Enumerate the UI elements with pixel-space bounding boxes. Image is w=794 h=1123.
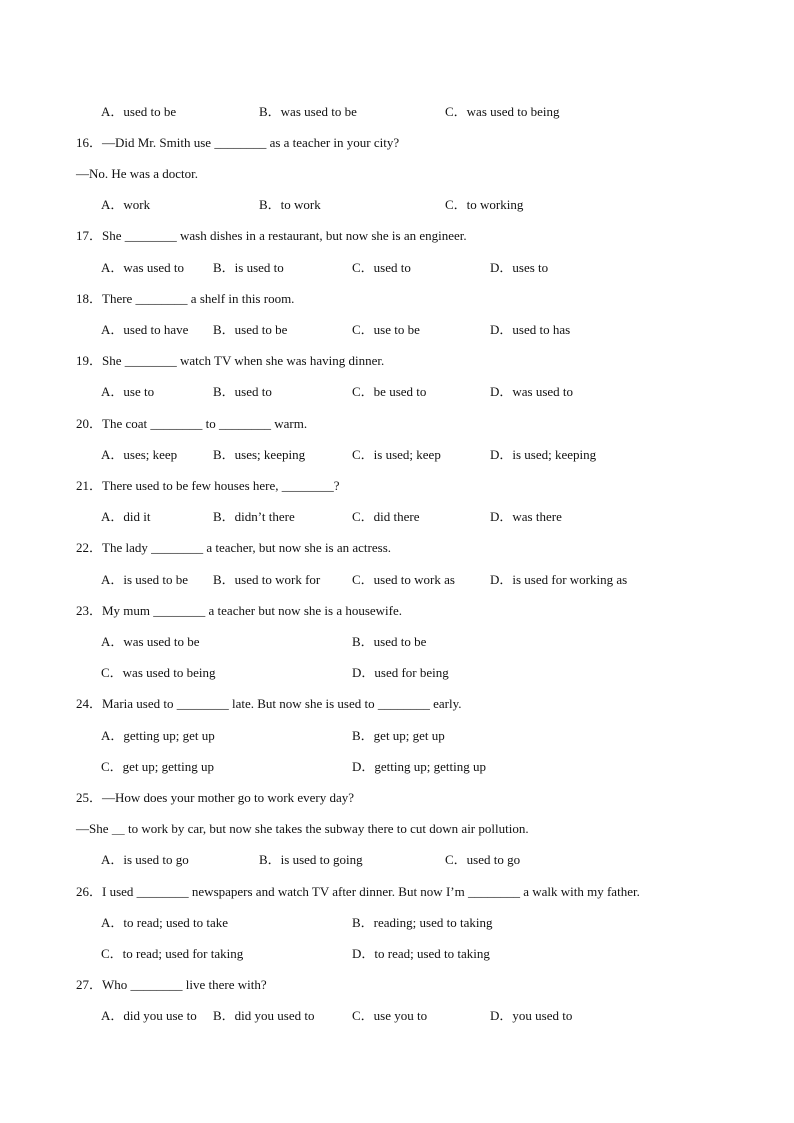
q17-option-c: C．used to [352,260,411,275]
q25-reply: —She ＿ to work by car, but now she takes the subway there to cut down air pollution. [76,821,529,836]
q23-option-b: B．used to be [352,634,427,649]
q22-option-c: C．used to work as [352,572,455,587]
q21-option-d: D．was there [490,509,562,524]
q17-option-b: B．is used to [213,260,284,275]
q17-option-d: D．uses to [490,260,549,275]
q25-option-a: A．is used to go [101,852,189,867]
q25-stem: 25．—How does your mother go to work every day? [76,790,354,805]
q20-option-c: C．is used; keep [352,447,441,462]
q24-option-b: B．get up; get up [352,728,445,743]
q24-option-c: C．get up; getting up [101,759,215,774]
q15-option-a: A．used to be [101,104,177,119]
q26-option-d: D．to read; used to taking [352,946,490,961]
q25-option-c: C．used to go [445,852,521,867]
q19-option-b: B．used to [213,384,272,399]
q16-option-c: C．to working [445,197,524,212]
q27-option-a: A．did you use to [101,1008,197,1023]
q26-option-c: C．to read; used for taking [101,946,244,961]
q16-stem: 16．—Did Mr. Smith use ________ as a teacher in your city? [76,135,400,150]
q15-option-b: B．was used to be [259,104,357,119]
q23-option-a: A．was used to be [101,634,200,649]
q23-option-c: C．was used to being [101,665,216,680]
q16-option-a: A．work [101,197,151,212]
q19-option-d: D．was used to [490,384,574,399]
q24-option-a: A．getting up; get up [101,728,215,743]
q18-option-b: B．used to be [213,322,288,337]
q25-option-b: B．is used to going [259,852,363,867]
q20-option-d: D．is used; keeping [490,447,597,462]
q23-stem: 23．My mum ________ a teacher but now she is a housewife. [76,603,403,618]
q27-option-d: D．you used to [490,1008,573,1023]
q16-option-b: B．to work [259,197,321,212]
q21-option-c: C．did there [352,509,420,524]
q19-stem: 19．She ________ watch TV when she was having dinner. [76,353,385,368]
q27-option-c: C．use you to [352,1008,428,1023]
q23-option-d: D．used for being [352,665,449,680]
q18-option-a: A．used to have [101,322,189,337]
q27-option-b: B．did you used to [213,1008,315,1023]
q26-stem: 26．I used ________ newspapers and watch TV after dinner. But now I’m ________ a walk with my father. [76,884,640,899]
q18-option-d: D．used to has [490,322,571,337]
q22-option-d: D．is used for working as [490,572,628,587]
q20-option-b: B．uses; keeping [213,447,306,462]
q26-option-b: B．reading; used to taking [352,915,493,930]
q21-stem: 21．There used to be few houses here, ________? [76,478,340,493]
q22-stem: 22．The lady ________ a teacher, but now she is an actress. [76,540,392,555]
q15-option-c: C．was used to being [445,104,560,119]
q18-option-c: C．use to be [352,322,420,337]
q17-stem: 17．She ________ wash dishes in a restaurant, but now she is an engineer. [76,228,467,243]
q22-option-a: A．is used to be [101,572,189,587]
q20-option-a: A．uses; keep [101,447,178,462]
q26-option-a: A．to read; used to take [101,915,229,930]
q18-stem: 18．There ________ a shelf in this room. [76,291,295,306]
q27-stem: 27．Who ________ live there with? [76,977,267,992]
q21-option-a: A．did it [101,509,151,524]
q20-stem: 20．The coat ________ to ________ warm. [76,416,308,431]
q22-option-b: B．used to work for [213,572,321,587]
q17-option-a: A．was used to [101,260,185,275]
q19-option-a: A．use to [101,384,155,399]
q24-stem: 24．Maria used to ________ late. But now she is used to ________ early. [76,696,462,711]
q21-option-b: B．didn’t there [213,509,295,524]
q24-option-d: D．getting up; getting up [352,759,486,774]
q19-option-c: C．be used to [352,384,427,399]
q16-reply: —No. He was a doctor. [76,166,199,181]
